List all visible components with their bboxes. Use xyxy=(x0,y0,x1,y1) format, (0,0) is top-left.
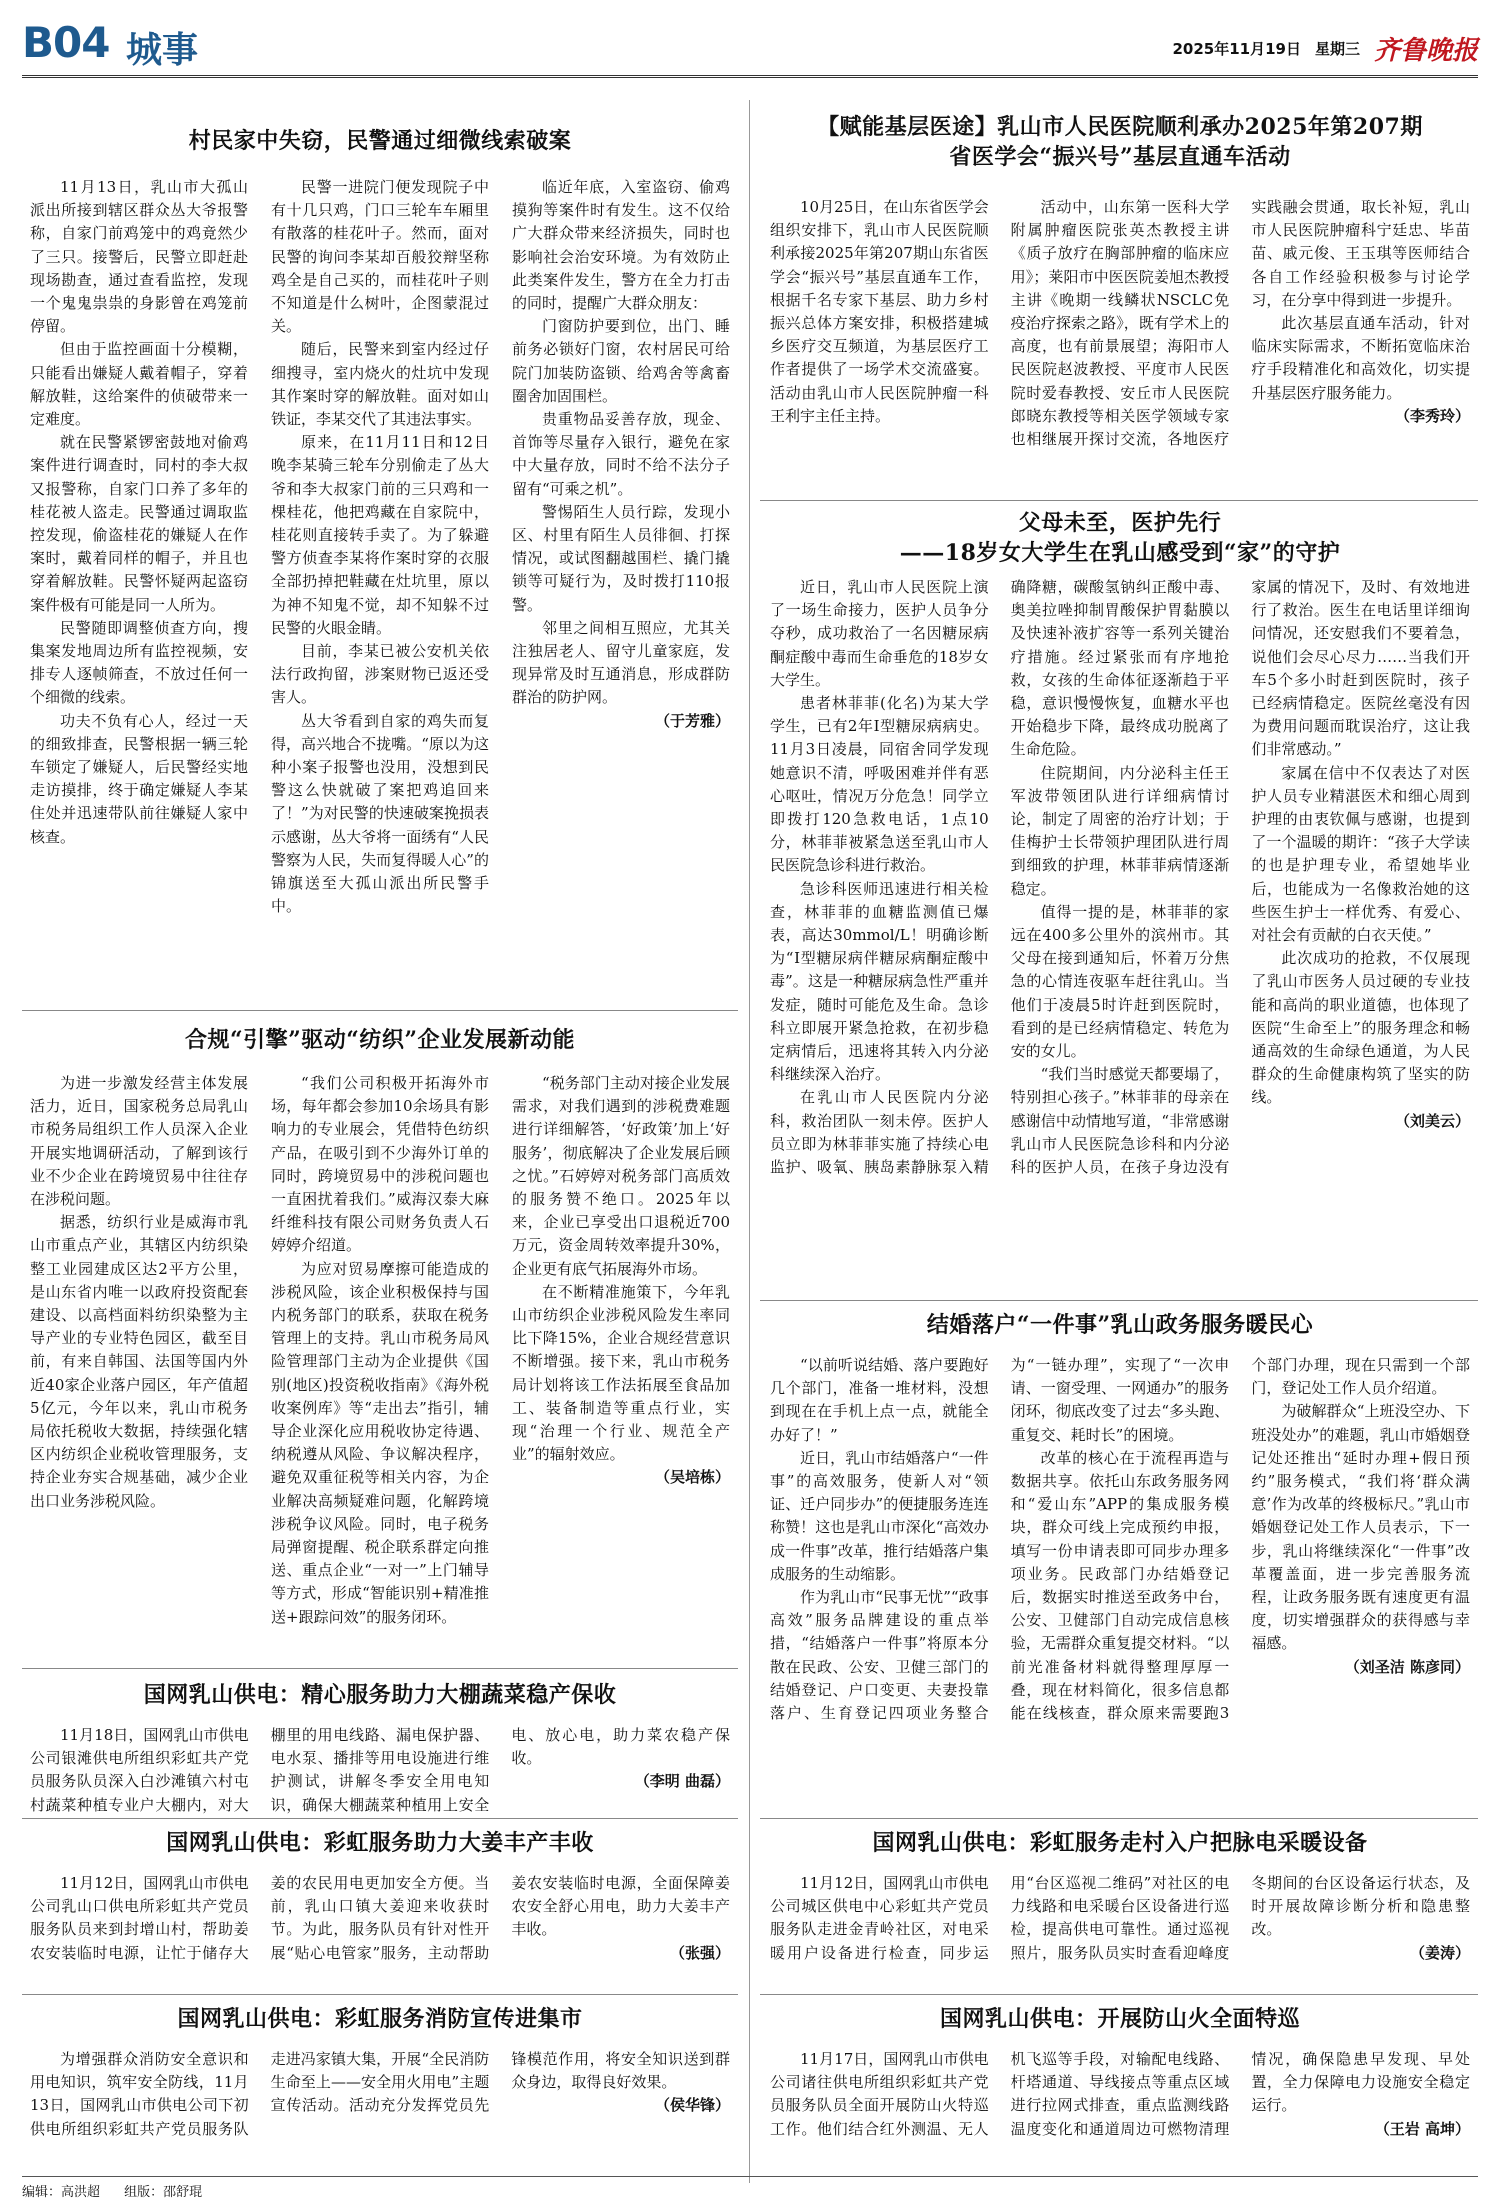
editor-credit: 编辑：高洪超 xyxy=(22,2185,101,2200)
article-title-pulse: 国网乳山供电：彩虹服务走村入户把脉电采暖设备 xyxy=(872,1830,1368,1856)
article-body-marriage xyxy=(770,1354,1470,1816)
text-column xyxy=(770,1872,1470,1990)
byline: （李明 曲磊） xyxy=(634,1772,730,1791)
page-footer xyxy=(22,2176,1478,2200)
separator xyxy=(22,1668,738,1669)
title-line: 父母未至，医护先行 xyxy=(1018,510,1222,536)
paragraph: 随后，民警来到室内经过仔细搜寻，室内烧火的灶坑中发现其作案时穿的解放鞋。面对如山铁证，李某交代了其违法事实。 xyxy=(271,340,489,429)
paragraph: 11月12日，国网乳山市供电公司乳山口供电所彩虹共产党员服务队员来到封增山村，帮助姜农安装临时电源，让忙于储存大姜的农民用电更加安全方便。当前，乳山口镇大姜迎来收获时节。为此，服务队员有针对性开展“贴心电管家”服务，主动帮助姜农安装临时电源，全面保障姜农安全舒心用电，助力大姜丰产丰收。 xyxy=(30,1874,730,1962)
text-column xyxy=(512,1072,730,1662)
paragraph: 11月18日，国网乳山市供电公司银滩供电所组织彩虹共产党员服务队员深入白沙滩镇六村屯村蔬菜种植专业户大棚内，对大棚里的用电线路、漏电保护器、电水泵、播排等用电设施进行维护测试，讲解冬季安全用电知识，确保大棚蔬菜种植用上安全电、放心电，助力菜农稳产保收。 xyxy=(30,1726,730,1814)
article-body-textile xyxy=(30,1072,730,1662)
paragraph: 民警一进院门便发现院子中有十几只鸡，门口三轮车车厢里有散落的桂花叶子。然而，面对民警的询问李某却百般狡辩坚称鸡全是自己买的，而桂花叶子则不知道是什么树叶，企图蒙混过关。 xyxy=(271,178,489,336)
paragraph: 住院期间，内分泌科主任王军波带领团队进行详细病情讨论，制定了周密的治疗计划；于佳梅护士长带领护理团队进行周到细致的护理，林菲菲病情逐渐稳定。 xyxy=(1010,763,1230,898)
paragraph: 此次成功的抢救，不仅展现了乳山市医务人员过硬的专业技能和高尚的职业道德，也体现了医院“生命至上”的服务理念和畅通高效的生命绿色通道，为人民群众的生命健康构筑了坚实的防线。 xyxy=(1251,949,1470,1107)
paragraph: 为增强群众消防安全意识和用电知识，筑牢安全防线，11月13日，国网乳山市供电公司下初供电所组织彩虹共产党员服务队走进冯家镇大集，开展“全民消防 生命至上——安全用火用电”主题宣传活动。活动充分发挥党员先锋模范作用，将安全知识送到群众身边，取得良好效果。 xyxy=(30,2050,730,2138)
section-name: 城事 xyxy=(126,30,199,71)
byline: （姜涛） xyxy=(1409,1943,1470,1962)
article-title-fire: 国网乳山供电：彩虹服务消防宣传进集市 xyxy=(177,2006,583,2032)
text-column xyxy=(30,2048,730,2168)
article-body-theft xyxy=(30,176,730,956)
paragraph: 邻里之间相互照应，尤其关注独居老人、留守儿童家庭，发现异常及时互通消息，形成群防群治的防护网。 xyxy=(512,618,730,707)
article-body-student xyxy=(770,576,1470,1296)
title-line: 【赋能基层医途】乳山市人民医院顺利承办2025年第207期 xyxy=(817,114,1423,140)
article-body-wildfire xyxy=(770,2048,1470,2170)
paragraph: 在乳山市人民医院内分泌科，救治团队一刻未停。医护人员立即为林菲菲实施了持续心电监护、吸氧、胰岛素静脉泵入精确降糖，碳酸氢钠纠正酸中毒、奥美拉唑抑制胃酸保护胃黏膜以及快速补液扩容等一系列关键治疗措施。经过紧张而有序地抢救，女孩的生命体征逐渐趋于平稳，意识慢慢恢复，血糖水平也开始稳步下降，最终成功脱离了生命危险。 xyxy=(770,578,1230,1177)
paragraph: 近日，乳山市结婚落户“一件事”的高效服务，使新人对“领证、迁户同步办”的便捷服务连连称赞！这也是乳山市深化“高效办成一件事”改革，推行结婚落户集成服务的生动缩影。 xyxy=(770,1448,989,1583)
byline: （张强） xyxy=(669,1943,730,1962)
paragraph: 原来，在11月11日和12日晚李某骑三轮车分别偷走了丛大爷和李大叔家门前的三只鸡和一棵桂花，他把鸡藏在自家院中，桂花则直接转手卖了。为了躲避警方侦查李某将作案时穿的衣服全部扔掉把鞋藏在灶坑里，原以为神不知鬼不觉，却不知躲不过民警的火眼金睛。 xyxy=(271,433,489,637)
article-title-marriage: 结婚落户“一件事”乳山政务服务暖民心 xyxy=(926,1312,1314,1338)
paragraph: “税务部门主动对接企业发展需求，对我们遇到的涉税费难题进行详细解答，‘好政策’加上‘好服务’，彻底解决了企业发展后顾之忧。”石婷婷对税务部门高质效的服务赞不绝口。2025年以来，企业已享受出口退税近700万元，资金周转效率提升30%，企业更有底气拓展海外市场。 xyxy=(512,1074,730,1278)
column-divider xyxy=(749,100,750,2183)
article-body-fire xyxy=(30,2048,730,2168)
article-title-hospital xyxy=(770,112,1470,172)
text-column xyxy=(770,2048,1470,2170)
article-body-greenhouse xyxy=(30,1724,730,1820)
article-title-ginger: 国网乳山供电：彩虹服务助力大姜丰产丰收 xyxy=(166,1830,594,1856)
paragraph: 值得一提的是，林菲菲的家远在400多公里外的滨州市。其父母在接到通知后，怀着万分焦急的心情连夜驱车赶往乳山。当他们于凌晨5时许赶到医院时，看到的是已经病情稳定、转危为安的女儿。 xyxy=(1010,902,1230,1061)
paragraph: 为破解群众“上班没空办、下班没处办”的难题，乳山市婚姻登记处还推出“延时办理+假日预约”服务模式，“我们将‘群众满意’作为改革的终极标尺。”乳山市婚姻登记处工作人员表示，下一步，乳山将继续深化“一件事”改革覆盖面，进一步完善服务流程，让政务服务既有速度更有温度，切实增强群众的获得感与幸福感。 xyxy=(1251,1402,1470,1653)
paragraph: 民警随即调整侦查方向，搜集案发地周边所有监控视频，安排专人逐帧筛查，不放过任何一个细微的线索。 xyxy=(30,618,248,707)
article-body-pulse xyxy=(770,1872,1470,1990)
paragraph: 11月13日，乳山市大孤山派出所接到辖区群众丛大爷报警称，自家门前鸡笼中的鸡竟然少了三只。接警后，民警立即赶赴现场勘查，通过查看监控，发现一个鬼鬼祟祟的身影曾在鸡笼前停留。 xyxy=(30,178,248,336)
paragraph: 就在民警紧锣密鼓地对偷鸡案件进行调查时，同村的李大叔又报警称，自家门口养了多年的桂花被人盗走。民警通过调取监控发现，偷盗桂花的嫌疑人在作案时，戴着同样的帽子，并且也穿着解放鞋。民警怀疑两起盗窃案件极有可能是同一人所为。 xyxy=(30,433,248,614)
paragraph: 据悉，纺织行业是威海市乳山市重点产业，其辖区内纺织染整工业园建成区达2平方公里，是山东省内唯一以政府投资配套建设、以高档面料纺织染整为主导产业的专业特色园区，截至目前，有来自韩国、法国等国内外近40家企业落户园区，年产值超5亿元，今年以来，乳山市税务局依托税收大数据，持续强化辖区内纺织企业税收管理服务，支持企业夯实合规基础，减少企业出口业务涉税风险。 xyxy=(30,1213,248,1510)
text-column xyxy=(770,196,1470,496)
separator xyxy=(22,1994,738,1995)
paragraph: 警惕陌生人员行踪，发现小区、村里有陌生人员徘徊、打探情况，或试图翻越围栏、撬门撬锁等可疑行为，及时拨打110报警。 xyxy=(512,502,730,614)
text-column xyxy=(30,1072,248,1662)
paragraph: 为应对贸易摩擦可能造成的涉税风险，该企业积极保持与国内税务部门的联系，获取在税务管理上的支持。乳山市税务局风险管理部门主动为企业提供《国别(地区)投资税收指南》《海外税收案例库》等“走出去”指引，辅导企业深化应用税收协定待遇、纳税遵从风险、争议解决程序，避免双重征税等相关内容，为企业解决高频疑难问题，化解跨境涉税争议风险。同时，电子税务局弹窗提醒、税企联系群定向推送、重点企业“一对一”上门辅导等方式，形成“智能识别+精准推送+跟踪问效”的服务闭环。 xyxy=(271,1259,489,1626)
byline: （侯华锋） xyxy=(654,2096,730,2115)
byline: （于芳雅） xyxy=(654,711,730,730)
separator xyxy=(760,500,1478,501)
paragraph: 贵重物品妥善存放，现金、首饰等尽量存入银行，避免在家中大量存放，同时不给不法分子留有“可乘之机”。 xyxy=(512,410,730,498)
text-column xyxy=(30,1724,730,1820)
article-body-hospital xyxy=(770,196,1470,496)
article-title-theft: 村民家中失窃，民警通过细微线索破案 xyxy=(188,128,572,154)
paragraph: 但由于监控画面十分模糊，只能看出嫌疑人戴着帽子，穿着解放鞋，这给案件的侦破带来一定难度。 xyxy=(30,340,248,429)
article-title-student xyxy=(770,508,1470,568)
paragraph: 家属在信中不仅表达了对医护人员专业精湛医术和细心周到护理的由衷钦佩与感谢，也提到了一个温暖的期许：“孩子大学读的也是护理专业，希望她毕业后，也能成为一名像救治她的这些医生护士一样优秀、有爱心、对社会有贡献的白衣天使。” xyxy=(1251,763,1470,945)
text-column xyxy=(770,1354,1470,1816)
title-line: 省医学会“振兴号”基层直通车活动 xyxy=(949,144,1291,170)
paragraph: 此次基层直通车活动，针对临床实际需求，不断拓宽临床治疗手段精准化和高效化，切实提升基层医疗服务能力。 xyxy=(1251,314,1470,402)
paragraph: 在不断精准施策下，今年乳山市纺织企业涉税风险发生率同比下降15%，企业合规经营意识不断增强。接下来，乳山市税务局计划将该工作法拓展至食品加工、装备制造等重点行业，实现“治理一个行业、规范全产业”的辐射效应。 xyxy=(512,1282,730,1464)
separator xyxy=(760,1300,1478,1301)
newspaper-logo: 齐鲁晚报 xyxy=(1373,36,1478,66)
text-column xyxy=(512,176,730,956)
paragraph: “我们当时感觉天都要塌了，特别担心孩子。”林菲菲的母亲在感谢信中动情地写道，“非常感谢乳山市人民医院急诊科和内分泌科的医护人员，在孩子身边没有家属的情况下，及时、有效地进行了救治。医生在电话里详细询问情况，还安慰我们不要着急，说他们会尽心尽力……当我们开车5个多小时赶到医院时，孩子已经病情稳定。医院丝毫没有因为费用问题而耽误治疗，这让我们非常感动。” xyxy=(1010,578,1470,1177)
issue-weekday: 星期三 xyxy=(1314,40,1360,58)
separator xyxy=(22,1010,738,1011)
byline: （刘圣洁 陈彦同） xyxy=(1344,1657,1470,1676)
byline: （王岩 高坤） xyxy=(1374,2119,1470,2138)
text-column xyxy=(271,176,489,956)
article-title-greenhouse: 国网乳山供电：精心服务助力大棚蔬菜稳产保收 xyxy=(143,1682,617,1708)
layout-credit: 组版：邵舒琨 xyxy=(124,2185,203,2200)
byline: （吴培栋） xyxy=(654,1468,730,1487)
byline: （刘美云） xyxy=(1394,1111,1470,1130)
paragraph: 11月12日，国网乳山市供电公司城区供电中心彩虹共产党员服务队走进金青岭社区，对电采暖用户设备进行检查，同步运用“台区巡视二维码”对社区的电力线路和电采暖台区设备进行巡检，提高供电可靠性。通过巡视照片，服务队员实时查看迎峰度冬期间的台区设备运行状态，及时开展故障诊断分析和隐患整改。 xyxy=(770,1874,1470,1962)
paragraph: 功夫不负有心人，经过一天的细致排查，民警根据一辆三轮车锁定了嫌疑人，后民警经实地走访摸排，终于确定嫌疑人李某住处并迅速带队前往嫌疑人家中核查。 xyxy=(30,711,248,846)
article-title-wildfire: 国网乳山供电：开展防山火全面特巡 xyxy=(939,2006,1300,2032)
paragraph: 急诊科医师迅速进行相关检查，林菲菲的血糖监测值已爆表，高达30mmol/L！明确诊断为“Ⅰ型糖尿病伴糖尿病酮症酸中毒”。这是一种糖尿病急性严重并发症，随时可能危及生命。急诊科立即展开紧急抢救，在初步稳定病情后，迅速将其转入内分泌科继续深入治疗。 xyxy=(770,879,989,1084)
paragraph: 改革的核心在于流程再造与数据共享。依托山东政务服务网和“爱山东”APP的集成服务模块，群众可线上完成预约申报，填写一份申请表即可同步办理多项业务。民政部门办结婚登记后，数据实时推送至政务中台，公安、卫健部门自动完成信息核验，无需群众重复提交材料。“以前光准备材料就得整理厚厚一叠，现在材料简化，很多信息都能在线核查，群众原来需要跑3个部门办理，现在只需到一个部门，登记处工作人员介绍道。 xyxy=(1010,1356,1470,1723)
paragraph: 活动中，山东第一医科大学附属肿瘤医院张英杰教授主讲《质子放疗在胸部肿瘤的临床应用》；莱阳市中医医院姜旭杰教授主讲《晚期一线鳞状NSCLC免疫治疗探索之路》，既有学术上的高度，也有前景展望；海阳市人民医院赵波教授、平度市人民医院时爱春教授、安丘市人民医院郎晓东教授等相关医学领域专家也相继展开探讨交流，各地医疗实践融会贯通，取长补短，乳山市人民医院肿瘤科宁廷忠、毕苗苗、戚元俊、王玉琪等医师结合各自工作经验积极参与讨论学习，在分享中得到进一步提升。 xyxy=(1010,198,1470,449)
separator xyxy=(760,1818,1478,1819)
article-body-ginger xyxy=(30,1872,730,1990)
separator xyxy=(22,1818,738,1819)
paragraph: 为进一步激发经营主体发展活力，近日，国家税务总局乳山市税务局组织工作人员深入企业开展实地调研活动，了解到该行业不少企业在跨境贸易中往往存在涉税问题。 xyxy=(30,1074,248,1209)
paragraph: 目前，李某已被公安机关依法行政拘留，涉案财物已返还受害人。 xyxy=(271,642,489,707)
article-title-textile: 合规“引擎”驱动“纺织”企业发展新动能 xyxy=(184,1027,576,1053)
masthead xyxy=(22,14,1478,78)
page-number: B04 xyxy=(22,18,110,67)
paragraph: “以前听说结婚、落户要跑好几个部门，准备一堆材料，没想到现在在手机上点一点，就能全办好了！” xyxy=(770,1356,989,1444)
paragraph: 11月17日，国网乳山市供电公司诸往供电所组织彩虹共产党员服务队员全面开展防山火特巡工作。他们结合红外测温、无人机飞巡等手段，对输配电线路、杆塔通道、导线接点等重点区域进行拉网式排查，重点监测线路温度变化和通道周边可燃物清理情况，确保隐患早发现、早处置，全力保障电力设施安全稳定运行。 xyxy=(770,2050,1470,2138)
text-column xyxy=(770,576,1470,1296)
paragraph: 门窗防护要到位，出门、睡前务必锁好门窗，农村居民可给院门加装防盗锁、给鸡舍等禽畜圈舍加固围栏。 xyxy=(512,317,730,405)
paragraph: 10月25日，在山东省医学会组织安排下，乳山市人民医院顺利承接2025年第207期山东省医学会“振兴号”基层直通车工作，根据千名专家下基层、助力乡村振兴总体方案安排，积极搭建城乡医疗交互频道，为基层医疗工作者提供了一场学术交流盛宴。活动由乳山市人民医院肿瘤一科王利宇主任主持。 xyxy=(770,198,989,425)
text-column xyxy=(30,176,248,956)
title-line: ——18岁女大学生在乳山感受到“家”的守护 xyxy=(899,540,1341,566)
paragraph: 临近年底，入室盗窃、偷鸡摸狗等案件时有发生。这不仅给广大群众带来经济损失，同时也影响社会治安环境。为有效防止此类案件发生，警方在全力打击的同时，提醒广大群众朋友： xyxy=(512,178,730,313)
text-column xyxy=(271,1072,489,1662)
byline: （李秀玲） xyxy=(1394,406,1470,425)
masthead-right xyxy=(1172,30,1478,67)
issue-date: 2025年11月19日 xyxy=(1172,40,1301,58)
paragraph: 作为乳山市“民事无忧”“政事高效”服务品牌建设的重点举措，“结婚落户一件事”将原本分散在民政、公安、卫健三部门的结婚登记、户口变更、夫妻投靠落户、生育登记四项业务整合为“一链办理”，实现了“一次申请、一窗受理、一网通办”的服务闭环，彻底改变了过去“多头跑、重复交、耗时长”的困境。 xyxy=(770,1356,1230,1723)
paragraph: 近日，乳山市人民医院上演了一场生命接力，医护人员争分夺秒，成功救治了一名因糖尿病酮症酸中毒而生命垂危的18岁女大学生。 xyxy=(770,578,989,689)
paragraph: “我们公司积极开拓海外市场，每年都会参加10余场具有影响力的专业展会，凭借特色纺织产品，在吸引到不少海外订单的同时，跨境贸易中的涉税问题也一直困扰着我们。”威海汉泰大麻纤维科技有限公司财务负责人石婷婷介绍道。 xyxy=(271,1074,489,1255)
paragraph: 丛大爷看到自家的鸡失而复得，高兴地合不拢嘴。“原以为这种小案子报警也没用，没想到民警这么快就破了案把鸡追回来了！”为对民警的快速破案挽损表示感谢，丛大爷将一面绣有“人民警察为人民，失而复得暖人心”的锦旗送至大孤山派出所民警手中。 xyxy=(271,711,489,916)
separator xyxy=(760,1994,1478,1995)
text-column xyxy=(30,1872,730,1990)
paragraph: 患者林菲菲(化名)为某大学学生，已有2年Ⅰ型糖尿病病史。11月3日凌晨，同宿舍同学发现她意识不清，呼吸困难并伴有恶心呕吐，情况万分危急！同学立即拨打120急救电话，1点10分，林菲菲被紧急送至乳山市人民医院急诊科进行救治。 xyxy=(770,694,989,875)
